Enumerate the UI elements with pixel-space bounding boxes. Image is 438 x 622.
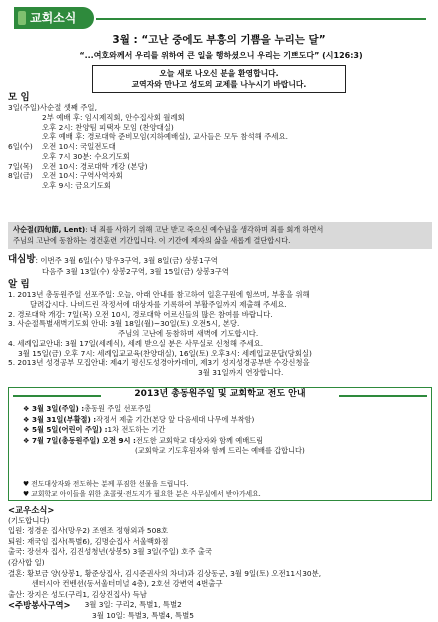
meetings-section (8, 92, 432, 191)
lent-text-1: : 내 죄를 사하기 위해 고난 받고 죽으신 예수님을 생각하며 죄를 회개 하면서 (85, 225, 324, 234)
visits-line-2: 다음주 3월 13일(수) 상봉2구역, 3월 15일(금) 상봉3구역 (42, 266, 229, 276)
evangelism-items (23, 404, 423, 457)
welcome-line-1: 오늘 새로 나오신 분을 환영합니다. (159, 69, 279, 78)
notice-row: 3. 사순절특별새벽기도회 안내: 3월 18일(월)~30일(토) 오전5시, 본당. (8, 319, 240, 329)
visits-label: 대심방 (8, 254, 36, 265)
notice-row: 5. 2013년 성경공부 모집안내: 제4기 평신도성경아카데미, 제3기 성지성경공부반 수강신청을 (8, 358, 310, 368)
header-line-right (339, 395, 427, 397)
visits-line-1: : 이번주 3월 6일(수) 망우3구역, 3월 8일(금) 상봉1구역 (35, 256, 218, 265)
notice-row: 1. 2013년 총동원주일 선포주일: 오늘, 아래 안내를 참고하여 일흔구원에 힘쓰며, 부흥을 위해 (8, 290, 310, 299)
lent-text-2: 주님의 고난에 동참하는 경건훈련 기간입니다. 이 기간에 제자의 삶을 새롭게 결단합시다. (13, 235, 291, 245)
evangelism-foot-2: ♥ 교회학교 아이들을 위한 초콜릿·전도지가 필요한 분은 사무실에서 받아가세요. (23, 489, 261, 498)
lent-label: 사순절(四旬節, Lent) (13, 225, 86, 234)
member-news-row: 출국: 장선자 집사, 김진성청년(상봉5) 3월 3일(주일) 호주 출국 (8, 547, 212, 557)
kitchen-district-2: 3월 10일: 특별3, 특별4, 특별5 (92, 610, 194, 620)
section-banner: 교회소식 (14, 7, 94, 29)
notice-row: 4. 세례입교안내: 3월 17일(세례식), 세례 받으실 분은 사무실로 신청해 주세요. (8, 338, 264, 348)
notice-row: 3월 31일까지 연장합니다. (198, 368, 284, 378)
evangelism-title: 2013년 총동원주일 및 교회학교 전도 안내 (134, 389, 306, 399)
member-news-row: 결혼: 황보금 양(상봉1, 황준상집사, 김시준권사의 차녀)과 김상동군, 3월 9일(토) 오전11시30분, (8, 568, 322, 578)
welcome-box (92, 65, 346, 93)
header-rule (96, 18, 426, 20)
evangelism-item: ❖ 3월 31일(부활절) : 작정서 제출 기간(본당 앞 다음세대 나무에 부착함) (23, 414, 255, 424)
meeting-row: 오후 예배 후: 경로대학 준비모임(지하예배실), 교사들은 모두 참석해 주세요. (42, 132, 288, 142)
evangelism-item: ❖ 7월 7일(총동원주일) 오전 9시 : 전도한 교회학교 대상자와 함께 예배드림 (23, 435, 264, 445)
evangelism-footnotes (23, 480, 423, 499)
notice-row: 주님의 고난에 동참하며 새벽에 기도합시다. (118, 329, 259, 339)
notice-row: 2. 경로대학 개강: 7일(목) 오전 10시, 경로대학 어르신들의 많은 참여를 바랍니다. (8, 309, 273, 319)
evangelism-item: ❖ 3월 3일(주일) : 총동원 주일 선포주일 (23, 404, 152, 413)
meeting-row: 3일(주일) 사순절 셋째 주일, (8, 103, 97, 112)
member-news-section (8, 505, 432, 622)
member-news-row: 퇴원: 재국임 집사(특별6), 김명순집사 서울백화점 (8, 536, 169, 546)
lent-notice (8, 222, 432, 249)
meeting-row: 오후 2시: 찬양팀 피택자 모임 (찬양대실) (42, 122, 174, 132)
meeting-row: 6일(수) 오전 10시: 국일전도대 (8, 142, 116, 152)
member-news-row: (감사합 일) (8, 557, 45, 567)
meeting-row: 2부 예배 후: 임시제직회, 안수집사회 월례회 (42, 112, 185, 122)
notice-row: 달려갑시다. 나비드린 작정서에 대상자를 기록하여 부활주일까지 제출해 주세요. (30, 299, 287, 309)
evangelism-box (8, 387, 432, 501)
welcome-line-2: 교역자와 만나고 성도의 교제를 나누시기 바랍니다. (131, 80, 307, 89)
prayer-label: (기도합니다) (8, 515, 50, 525)
evangelism-item: (교회학교 기도후원자와 함께 드리는 예배를 갑합니다) (135, 446, 305, 456)
kitchen-district-1: 3월 3일: 구리2, 특별1, 특별2 (84, 600, 182, 610)
notices-title: 알 림 (8, 279, 30, 290)
member-news-row: 센터시아 컨벤션(동서울터미널 4층), 2호선 강변역 4번출구 (8, 579, 223, 589)
evangelism-item: ❖ 5월 5일(어린이 주일) : 1차 전도하는 기간 (23, 425, 166, 435)
notices-section (8, 279, 432, 378)
evangelism-header (9, 388, 431, 403)
member-news-row: 출산: 장지은 성도(구리1, 김상진집사) 득남 (8, 589, 147, 599)
notice-row: 3월 15일(금) 오후 7시: 세례입교교육(찬양대실), 16일(토) 오후3시: 세례입교문답(당회실) (18, 348, 312, 358)
scripture-verse: “...여호와께서 우리를 위하여 큰 일을 행하셨으니 우리는 기쁘도다” (시126:3) (79, 51, 363, 60)
visits-section (8, 254, 432, 276)
evangelism-foot-1: ♥ 전도대상자와 전도하는 분께 푸짐한 선물을 드립니다. (23, 480, 189, 488)
meeting-row: 오후 9시: 금요기도회 (42, 181, 112, 191)
meeting-row: 8일(금) 오전 10시: 구역사역자회 (8, 171, 123, 181)
meetings-title: 모 임 (8, 92, 30, 103)
kitchen-district-label: <주방봉사구역> (8, 600, 71, 611)
member-news-title: <교우소식> (8, 505, 55, 515)
week-title: 3월 : “고난 중에도 부흥의 기쁨을 누리는 달” (112, 34, 326, 46)
member-news-row: 입원: 정경운 집사(망우2) 조엔조 정형외과 508호 (8, 526, 169, 536)
meeting-row: 오후 7시 30분: 수요기도회 (42, 151, 130, 161)
meeting-row: 7일(목) 오전 10시: 경로대학 개강 (본당) (8, 161, 148, 171)
